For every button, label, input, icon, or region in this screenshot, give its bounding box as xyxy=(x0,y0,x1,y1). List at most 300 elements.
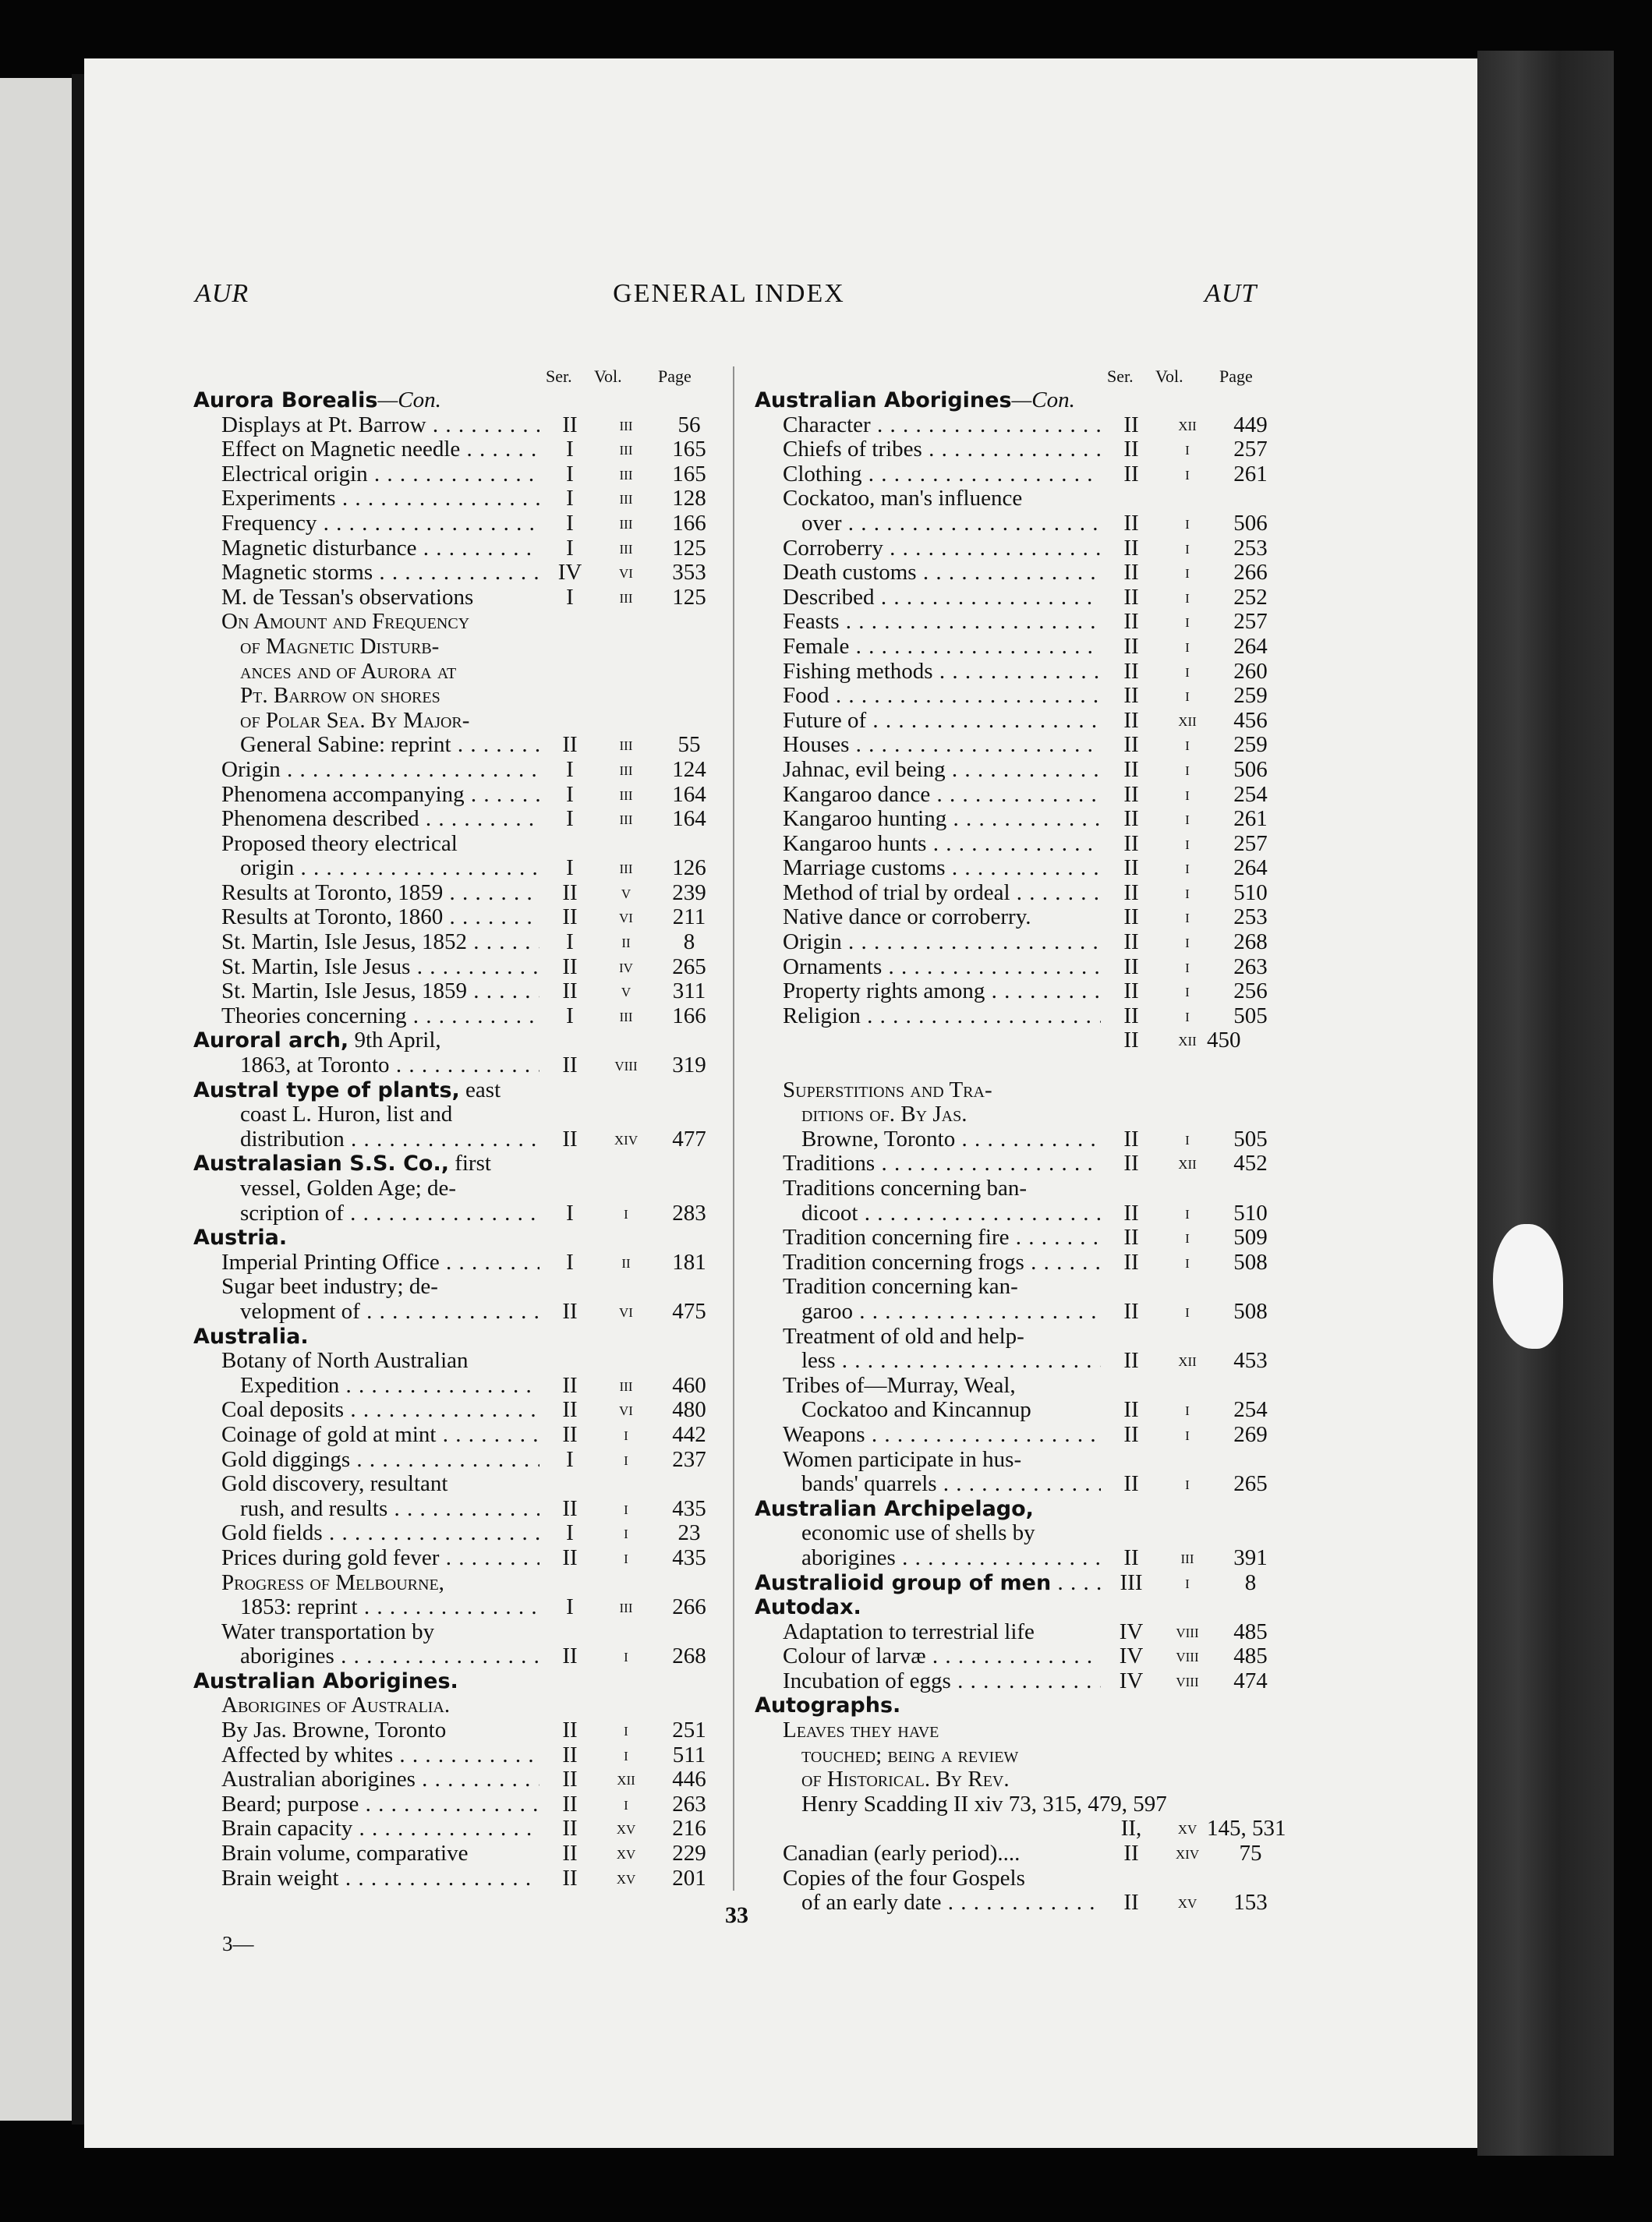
ser-value: I xyxy=(566,1003,574,1028)
entry-text xyxy=(783,905,1031,930)
index-entry xyxy=(193,1693,716,1718)
ser-value: I xyxy=(566,1594,574,1620)
index-entry xyxy=(193,881,716,906)
entry-text xyxy=(240,1201,539,1226)
entry-text xyxy=(221,586,473,610)
entry-text xyxy=(221,979,539,1004)
index-entry xyxy=(193,1448,716,1473)
page-value: 164 xyxy=(672,806,706,832)
entry-label: Frequency xyxy=(221,511,317,536)
ser-value: I xyxy=(566,806,574,832)
entry-label: Corroberry xyxy=(783,536,883,561)
entry-text xyxy=(221,1349,469,1374)
entry-text xyxy=(783,660,1101,685)
entry-text xyxy=(240,1595,539,1620)
page-value: 453 xyxy=(1233,1348,1268,1374)
entry-label: Origin xyxy=(221,757,281,782)
page-value: 283 xyxy=(672,1200,706,1226)
entry-label: Gold diggings xyxy=(221,1447,351,1472)
vol-value: i xyxy=(624,1744,628,1765)
entry-label: Future of xyxy=(783,708,867,733)
page-value: 256 xyxy=(1233,978,1268,1004)
entry-text xyxy=(193,1028,441,1053)
vol-value: xii xyxy=(1178,709,1197,731)
index-entry xyxy=(755,1595,1277,1620)
page-value: 259 xyxy=(1233,683,1268,709)
index-entry xyxy=(193,1176,716,1201)
entry-label: General Sabine: reprint xyxy=(240,733,451,758)
index-entry xyxy=(193,1767,716,1792)
page-value: 8 xyxy=(1244,1569,1257,1595)
index-entry xyxy=(193,1275,716,1300)
ser-value: II xyxy=(562,1718,578,1743)
page-value: 261 xyxy=(1233,461,1268,487)
index-entry xyxy=(193,1004,716,1029)
entry-text xyxy=(783,1275,1018,1300)
index-entry xyxy=(193,783,716,808)
vol-heading: Vol. xyxy=(1155,366,1183,386)
index-entry xyxy=(755,1374,1277,1399)
entry-heading: Aurora Borealis xyxy=(193,388,378,412)
vol-value: xii xyxy=(1178,1350,1197,1371)
entry-label: Feasts xyxy=(783,610,840,635)
ser-value: II xyxy=(562,1644,578,1669)
entry-text xyxy=(755,1571,1101,1596)
index-entry xyxy=(755,1176,1277,1201)
page-value: 261 xyxy=(1233,806,1268,832)
index-entry xyxy=(755,1325,1277,1350)
ser-value: II xyxy=(562,1298,578,1324)
entry-text xyxy=(783,437,1101,462)
entry-label: Kangaroo dance xyxy=(783,782,931,807)
page-value: 254 xyxy=(1233,781,1268,807)
entry-label: Brain capacity xyxy=(221,1817,353,1842)
page-value: 260 xyxy=(1233,658,1268,684)
vol-value: xii xyxy=(1178,414,1197,435)
page-value: 264 xyxy=(1233,633,1268,659)
index-entry xyxy=(193,832,716,857)
ser-value: I xyxy=(566,510,574,536)
vol-value: iii xyxy=(619,734,633,755)
entry-label: Phenomena described xyxy=(221,807,419,832)
index-entry xyxy=(755,487,1277,511)
index-entry xyxy=(755,536,1277,561)
entry-text xyxy=(801,1201,1101,1226)
entry-label: By Jas. Browne, Toronto xyxy=(221,1718,447,1743)
vol-value: iii xyxy=(619,537,633,558)
entry-text xyxy=(783,1842,1020,1866)
vol-value: xiv xyxy=(614,1128,639,1149)
ser-value: II xyxy=(562,1816,578,1842)
ser-value: II xyxy=(1123,954,1139,979)
entry-continuation: 9th April, xyxy=(348,1028,441,1053)
entry-text xyxy=(783,783,1101,808)
vol-value: iii xyxy=(619,488,633,509)
ser-value: II xyxy=(1123,1126,1139,1152)
entry-continuation: first xyxy=(448,1151,491,1176)
vol-value: i xyxy=(1185,882,1190,903)
vol-value: vi xyxy=(619,1300,633,1322)
entry-label: Origin xyxy=(783,930,842,955)
index-entry xyxy=(193,709,716,734)
index-entry xyxy=(755,1792,1277,1817)
entry-text xyxy=(801,1102,967,1127)
entry-text xyxy=(221,1767,539,1792)
vol-value: iii xyxy=(619,759,633,780)
entry-text xyxy=(221,462,539,487)
vol-value: i xyxy=(1185,833,1190,854)
entry-text xyxy=(221,832,458,857)
entry-label: aborigines xyxy=(801,1545,896,1570)
entry-label: Brain volume, comparative xyxy=(221,1841,469,1866)
ser-value: II xyxy=(562,1544,578,1570)
entry-label: Tribes of—Murray, Weal, xyxy=(783,1372,1016,1398)
index-entry xyxy=(755,1275,1277,1300)
vol-value: iii xyxy=(619,784,633,805)
ser-value: II xyxy=(1123,1249,1139,1275)
entry-label: Imperial Printing Office xyxy=(221,1250,440,1275)
page-value: 257 xyxy=(1233,437,1268,462)
index-entry xyxy=(755,1423,1277,1448)
ser-value: II xyxy=(1123,732,1139,758)
page-value: 125 xyxy=(672,535,706,561)
signature-mark: 3— xyxy=(222,1932,254,1955)
index-entry xyxy=(193,1571,716,1596)
entry-label: St. Martin, Isle Jesus, 1852 xyxy=(221,930,467,955)
entry-text xyxy=(221,1693,450,1718)
vol-value: i xyxy=(1185,858,1190,879)
entry-label: Coal deposits xyxy=(221,1398,345,1423)
page-value: 509 xyxy=(1233,1225,1268,1251)
ser-value: II xyxy=(1123,1421,1139,1447)
page-value: 8 xyxy=(683,929,695,955)
entry-text xyxy=(801,1398,1031,1423)
ser-value: II xyxy=(1123,1471,1139,1497)
index-entry xyxy=(755,1571,1277,1596)
adjacent-page-sliver xyxy=(0,78,72,2121)
entry-label: origin xyxy=(240,856,295,881)
entry-label: economic use of shells by xyxy=(801,1520,1035,1546)
index-entry xyxy=(755,1127,1277,1152)
entry-label: Traditions concerning ban- xyxy=(783,1176,1028,1201)
ser-value: IV xyxy=(1119,1619,1144,1644)
ser-value: II xyxy=(562,954,578,979)
entry-text xyxy=(783,561,1101,586)
page-value: 126 xyxy=(672,855,706,881)
ser-value: II xyxy=(1123,412,1139,437)
page-value: 145, 531 xyxy=(1207,1816,1286,1842)
entry-label: Traditions xyxy=(783,1152,876,1176)
entry-label: Tradition concerning frogs xyxy=(783,1250,1024,1275)
entry-label: Affected by whites xyxy=(221,1743,394,1767)
entry-text xyxy=(221,1817,539,1842)
index-entry xyxy=(193,1152,716,1176)
page-value: 259 xyxy=(1233,732,1268,758)
vol-value: iii xyxy=(619,414,633,435)
index-entry xyxy=(193,1521,716,1546)
page-value: 353 xyxy=(672,560,706,586)
index-entry xyxy=(193,1595,716,1620)
entry-label: over xyxy=(801,511,842,536)
ser-value: I xyxy=(566,1520,574,1546)
vol-value: i xyxy=(1185,1227,1190,1248)
entry-label: coast L. Huron, list and xyxy=(240,1102,453,1127)
vol-value: viii xyxy=(614,1055,638,1076)
page-heading: Page xyxy=(658,366,692,386)
ser-value: II xyxy=(1123,756,1139,782)
index-entry xyxy=(755,660,1277,685)
entry-label: Henry Scadding II xiv 73, 315, 479, 597 xyxy=(801,1791,1167,1817)
entry-heading: Auroral arch, xyxy=(193,1028,349,1053)
index-entry xyxy=(755,1300,1277,1325)
ser-value: II xyxy=(562,978,578,1004)
running-head-title: GENERAL INDEX xyxy=(613,279,845,308)
vol-value: i xyxy=(1185,1005,1190,1026)
ser-value: II xyxy=(562,1742,578,1767)
entry-text xyxy=(783,1251,1101,1276)
index-entry xyxy=(193,1546,716,1571)
index-entry xyxy=(193,462,716,487)
index-entry xyxy=(755,881,1277,906)
vol-value: i xyxy=(624,1793,628,1814)
index-entry xyxy=(193,586,716,610)
index-column-left xyxy=(193,366,716,1891)
entry-text xyxy=(221,1571,444,1596)
entry-text xyxy=(193,1669,458,1694)
entry-text xyxy=(783,709,1101,734)
entry-text xyxy=(221,413,539,438)
index-entry xyxy=(193,955,716,980)
ser-value: II, xyxy=(1120,1816,1142,1842)
entry-text xyxy=(783,1866,1025,1891)
entry-heading: Australia. xyxy=(193,1324,309,1349)
ser-value: II xyxy=(562,1495,578,1521)
ser-value: II xyxy=(1123,609,1139,635)
book-page-edges xyxy=(1477,51,1614,2156)
page-value: 485 xyxy=(1233,1619,1268,1644)
page-value: 55 xyxy=(677,732,701,758)
entry-text xyxy=(801,1472,1101,1497)
index-entry xyxy=(193,1497,716,1522)
vol-value: i xyxy=(1185,784,1190,805)
entry-text xyxy=(801,1792,1167,1817)
entry-text xyxy=(193,388,441,413)
index-entry xyxy=(193,1201,716,1226)
page-value: 485 xyxy=(1233,1644,1268,1669)
ser-value: II xyxy=(1123,560,1139,586)
index-entry xyxy=(193,511,716,536)
entry-text xyxy=(783,1078,992,1103)
index-entry xyxy=(193,930,716,955)
running-head-right: AUT xyxy=(1205,279,1258,308)
entry-label: of Magnetic Disturb- xyxy=(240,633,440,659)
entry-label: Prices during gold fever xyxy=(221,1545,440,1570)
entry-text xyxy=(801,1743,1018,1768)
entry-label: dicoot xyxy=(801,1201,858,1226)
entry-label: Colour of larvæ xyxy=(783,1644,926,1669)
entry-text xyxy=(221,1842,468,1866)
entry-text xyxy=(221,487,539,511)
ser-value: I xyxy=(566,1446,574,1472)
entry-text xyxy=(783,1004,1101,1029)
page-value: 216 xyxy=(672,1816,706,1842)
entry-label: Jahnac, evil being xyxy=(783,757,946,782)
entry-text xyxy=(193,1152,491,1176)
entry-label: Superstitions and Tra- xyxy=(783,1077,992,1102)
page-value: 239 xyxy=(672,879,706,905)
vol-value: i xyxy=(1185,1300,1190,1322)
ser-value: II xyxy=(1123,1544,1139,1570)
entry-heading: Austral type of plants, xyxy=(193,1077,460,1102)
page-value: 75 xyxy=(1239,1841,1262,1866)
ser-value: II xyxy=(562,879,578,905)
entry-label: Tradition concerning kan- xyxy=(783,1274,1018,1300)
entry-label: Effect on Magnetic needle xyxy=(221,437,461,462)
index-entry xyxy=(755,733,1277,758)
index-entry xyxy=(755,1644,1277,1669)
index-entry xyxy=(755,955,1277,980)
index-entry xyxy=(755,1546,1277,1571)
entry-label: Chiefs of tribes xyxy=(783,437,922,462)
entry-label: Beard; purpose xyxy=(221,1792,359,1817)
entry-text xyxy=(783,1325,1024,1350)
page-value: 128 xyxy=(672,486,706,511)
entry-label: Australian aborigines xyxy=(221,1767,416,1792)
vol-value: i xyxy=(1185,932,1190,953)
entry-text xyxy=(783,1620,1035,1645)
index-entry xyxy=(755,1521,1277,1546)
entry-text xyxy=(783,487,1022,511)
entry-text xyxy=(783,1644,1101,1669)
entry-text xyxy=(221,1620,434,1645)
entry-text xyxy=(783,1669,1101,1694)
vol-value: i xyxy=(1185,685,1190,706)
index-entry xyxy=(755,1620,1277,1645)
index-entry xyxy=(193,1866,716,1891)
vol-value: i xyxy=(1185,1128,1190,1149)
entry-text xyxy=(221,1251,539,1276)
entry-label: rush, and results xyxy=(240,1496,388,1521)
page-value: 506 xyxy=(1233,756,1268,782)
vol-value: i xyxy=(1185,635,1190,656)
vol-value: i xyxy=(1185,1474,1190,1495)
ser-value: I xyxy=(566,929,574,955)
entry-text xyxy=(801,1546,1101,1571)
page-value: 263 xyxy=(1233,954,1268,979)
vol-value: i xyxy=(624,1449,628,1470)
entry-label: of an early date xyxy=(801,1891,942,1916)
vol-value: i xyxy=(624,1523,628,1544)
entry-label: Method of trial by ordeal xyxy=(783,880,1010,905)
entry-label: Gold discovery, resultant xyxy=(221,1471,448,1497)
ser-value: II xyxy=(1123,1397,1139,1423)
entry-text xyxy=(240,1053,539,1078)
page-value: 391 xyxy=(1233,1544,1268,1570)
ser-value: II xyxy=(1123,584,1139,610)
index-entry xyxy=(755,635,1277,660)
entry-text xyxy=(783,536,1101,561)
vol-value: iv xyxy=(619,956,633,977)
index-entry xyxy=(755,1226,1277,1251)
page-value: 452 xyxy=(1233,1151,1268,1176)
index-entry xyxy=(193,1743,716,1768)
entry-text xyxy=(193,1325,309,1350)
index-entry xyxy=(193,536,716,561)
index-entry xyxy=(755,1816,1286,1842)
page-value: 475 xyxy=(672,1298,706,1324)
entry-label: St. Martin, Isle Jesus xyxy=(221,954,411,979)
index-entry xyxy=(755,1767,1277,1792)
ser-value: II xyxy=(562,1397,578,1423)
entry-label: Cockatoo, man's influence xyxy=(783,486,1023,511)
vol-value: i xyxy=(1185,1572,1190,1593)
index-entry xyxy=(755,930,1277,955)
entry-text xyxy=(221,783,539,808)
index-entry xyxy=(193,856,716,881)
vol-value: viii xyxy=(1176,1670,1199,1691)
page-value: 265 xyxy=(1233,1471,1268,1497)
entry-label: aborigines xyxy=(240,1644,334,1669)
vol-value: iii xyxy=(619,808,633,830)
index-entry xyxy=(193,733,716,758)
vol-value: i xyxy=(1185,586,1190,607)
entry-text xyxy=(783,635,1101,660)
index-entry xyxy=(193,807,716,832)
page-value: 511 xyxy=(672,1742,706,1767)
index-entry xyxy=(755,1693,1277,1718)
entry-text xyxy=(221,1743,539,1768)
index-entry xyxy=(755,979,1277,1004)
entry-label: Browne, Toronto xyxy=(801,1127,956,1152)
index-entry xyxy=(193,487,716,511)
index-entry xyxy=(193,660,716,685)
ser-heading: Ser. xyxy=(546,366,572,386)
index-entry xyxy=(193,1669,716,1694)
vol-value: i xyxy=(1185,1251,1190,1272)
index-entry xyxy=(755,413,1277,438)
entry-label: Women participate in hus- xyxy=(783,1446,1022,1472)
page-value: 480 xyxy=(672,1397,706,1423)
entry-label: of Historical. By Rev. xyxy=(801,1767,1010,1792)
ser-value: II xyxy=(562,1865,578,1891)
entry-text xyxy=(783,1423,1101,1448)
entry-text xyxy=(783,930,1101,955)
page-value: 253 xyxy=(1233,535,1268,561)
index-entry xyxy=(193,1300,716,1325)
page-value: 446 xyxy=(672,1767,706,1792)
vol-value: i xyxy=(1185,463,1190,484)
ser-value: II xyxy=(1123,978,1139,1004)
index-entry xyxy=(755,586,1277,610)
ser-value: IV xyxy=(557,560,582,586)
page-value: 181 xyxy=(672,1249,706,1275)
page-value: 124 xyxy=(672,756,706,782)
index-entry xyxy=(755,1251,1277,1276)
ser-value: I xyxy=(566,584,574,610)
entry-label: touched; being a review xyxy=(801,1742,1019,1767)
page-value: 229 xyxy=(672,1841,706,1866)
vol-value: vi xyxy=(619,1399,633,1421)
index-entry xyxy=(755,1842,1277,1866)
entry-text xyxy=(221,1546,539,1571)
entry-text xyxy=(783,1448,1021,1473)
entry-label: Gold fields xyxy=(221,1521,323,1546)
index-entry xyxy=(193,1078,716,1103)
entry-label: distribution xyxy=(240,1127,345,1152)
vol-value: i xyxy=(1185,562,1190,583)
page-number: 33 xyxy=(725,1902,748,1928)
entry-text xyxy=(240,1127,539,1152)
